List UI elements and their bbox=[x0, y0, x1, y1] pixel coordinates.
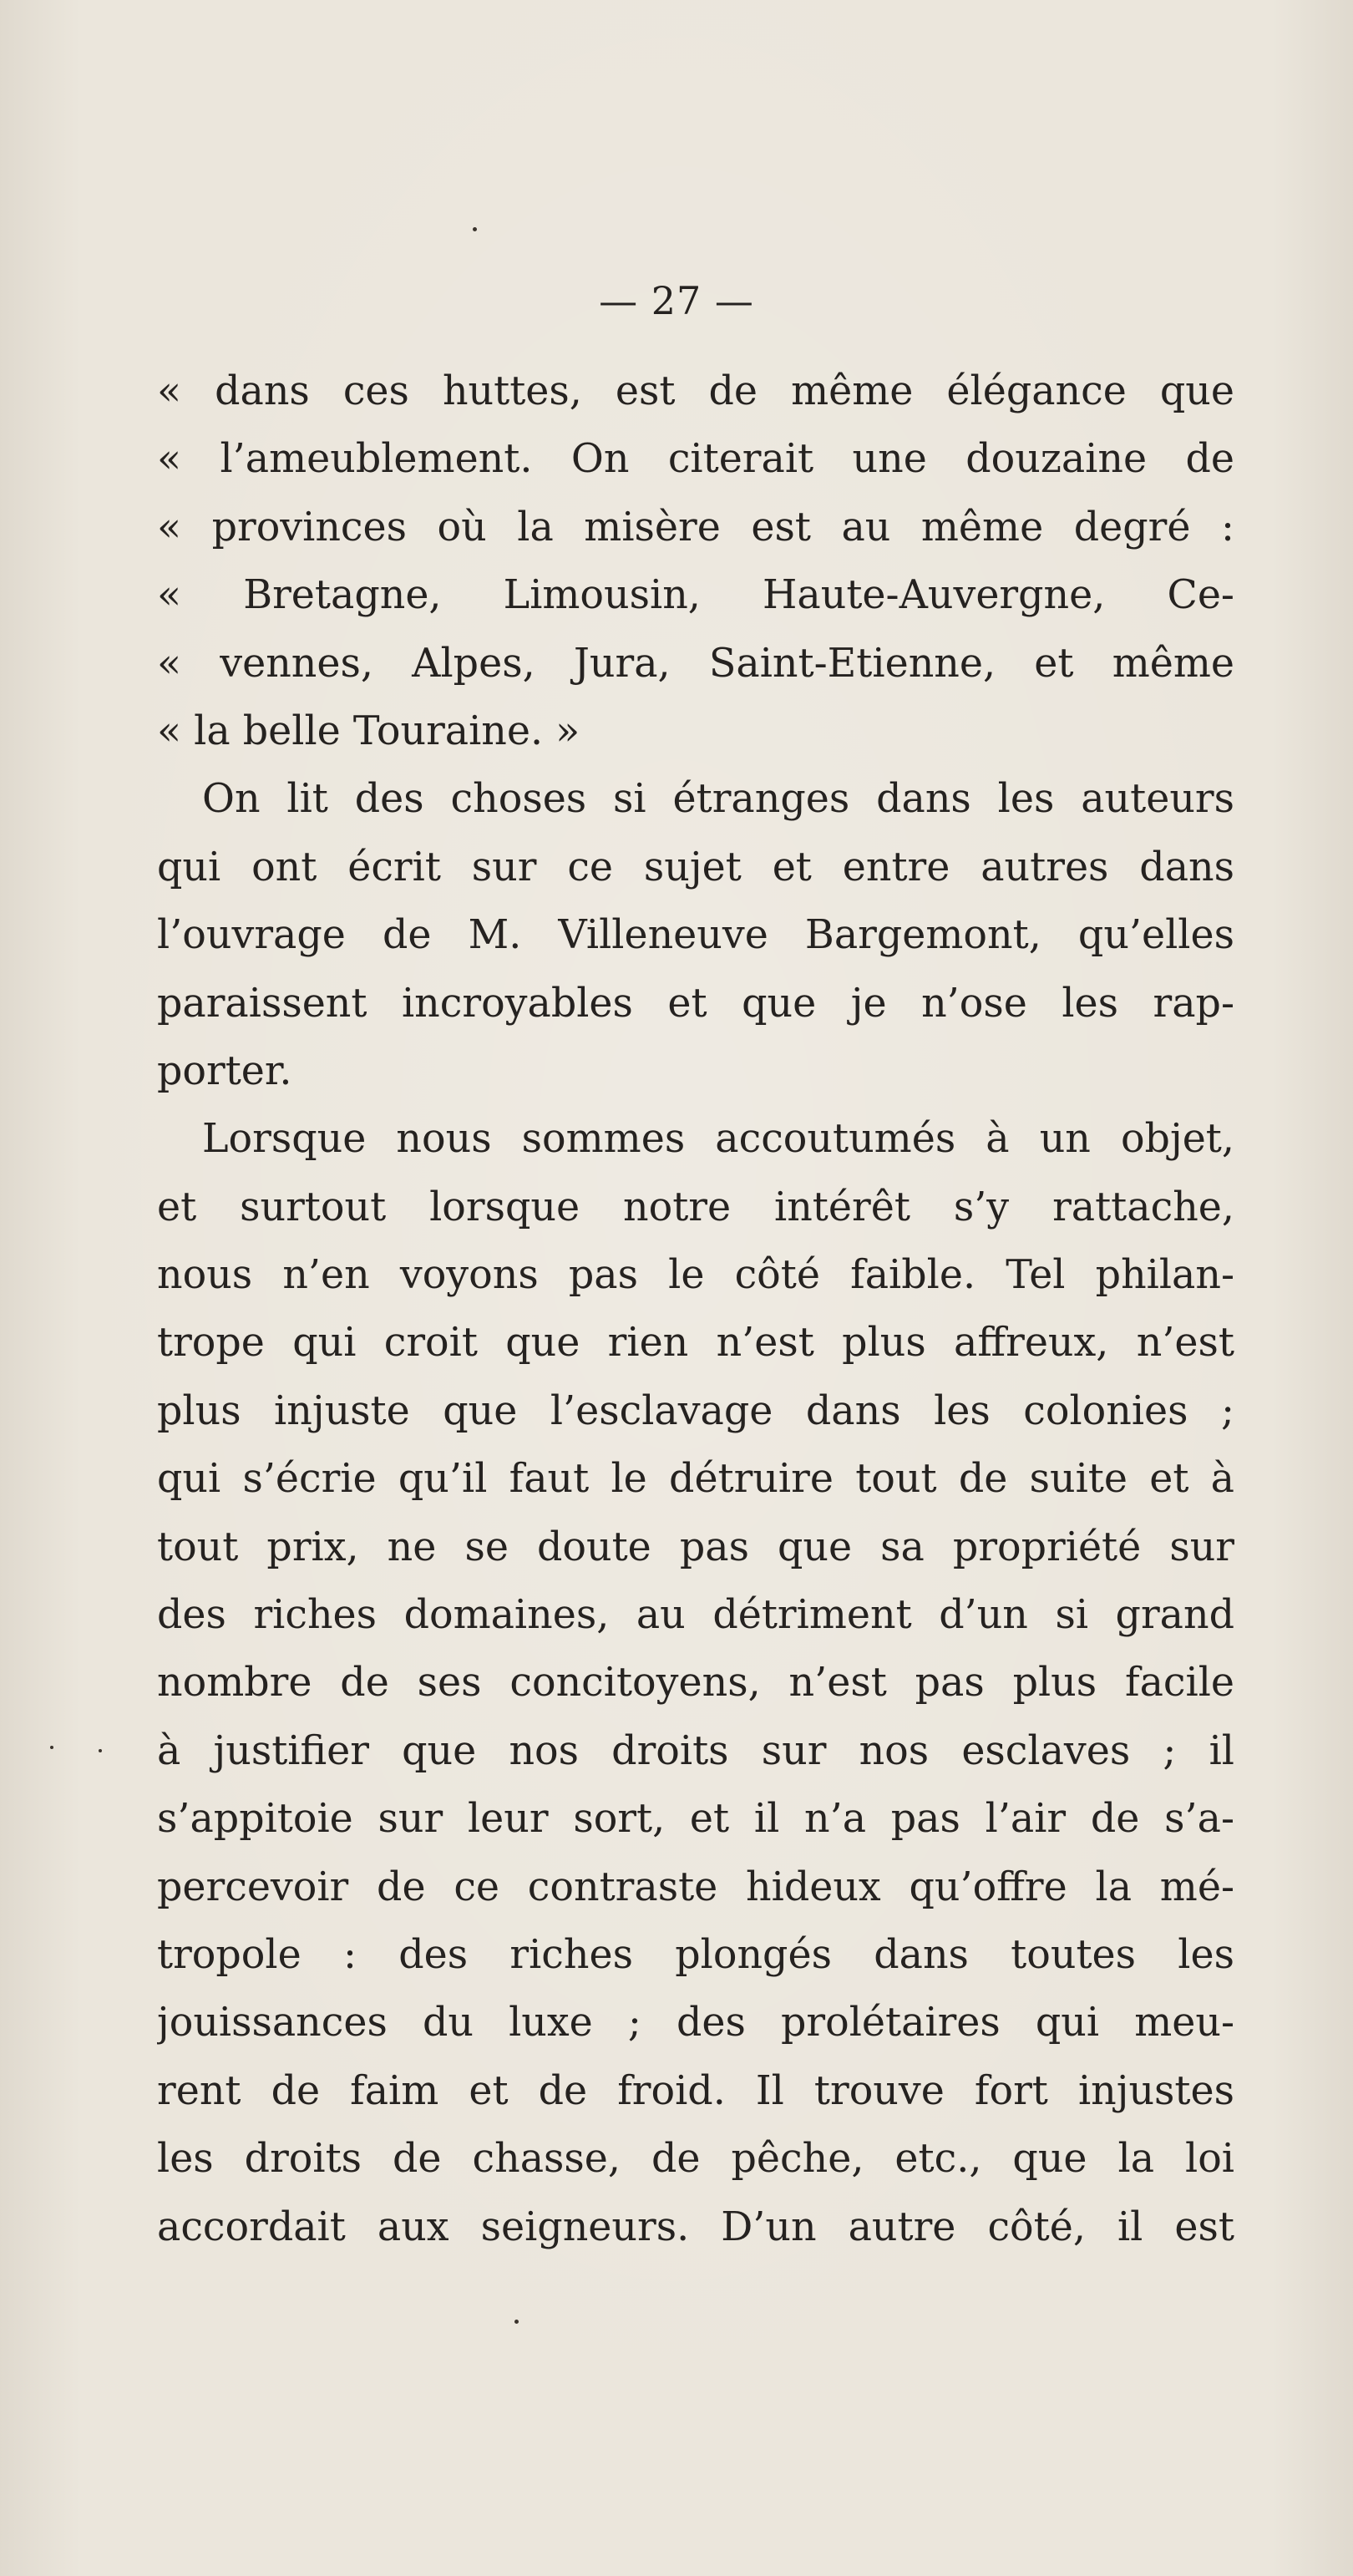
text-line: « dans ces huttes, est de même élégance que bbox=[157, 368, 1234, 414]
text-line: percevoir de ce contraste hideux qu’offre la mé- bbox=[157, 1864, 1234, 1910]
text-line: accordait aux seigneurs. D’un autre côté, il est bbox=[157, 2203, 1234, 2250]
text-line: l’ouvrage de M. Villeneuve Bargemont, qu’elles bbox=[157, 912, 1234, 959]
text-line: les droits de chasse, de pêche, etc., que la loi bbox=[157, 2136, 1234, 2183]
body-text bbox=[157, 357, 1234, 2261]
speck-mark bbox=[99, 1749, 102, 1752]
text-line: paraissent incroyables et que je n’ose les rap- bbox=[157, 980, 1234, 1027]
text-line: rent de faim et de froid. Il trouve fort injustes bbox=[157, 2067, 1234, 2114]
page-number: — 27 — bbox=[599, 278, 754, 323]
text-line: « Bretagne, Limousin, Haute-Auvergne, Ce- bbox=[157, 572, 1234, 619]
text-line: trope qui croit que rien n’est plus affreux, n’est bbox=[157, 1320, 1234, 1367]
text-line: qui ont écrit sur ce sujet et entre autres dans bbox=[157, 844, 1234, 890]
text-line: tropole : des riches plongés dans toutes les bbox=[157, 1931, 1234, 1978]
text-line: Lorsque nous sommes accoutumés à un objet, bbox=[202, 1116, 1234, 1163]
text-line: s’appitoie sur leur sort, et il n’a pas l’air de s’a- bbox=[157, 1796, 1234, 1843]
speck-mark bbox=[473, 227, 477, 231]
text-line: jouissances du luxe ; des prolétaires qui meu- bbox=[157, 2000, 1234, 2046]
text-line: « provinces où la misère est au même degré : bbox=[157, 504, 1234, 550]
text-line: On lit des choses si étranges dans les auteurs bbox=[202, 776, 1234, 823]
text-line: plus injuste que l’esclavage dans les colonies ; bbox=[157, 1387, 1234, 1434]
text-line: nombre de ses concitoyens, n’est pas plus facile bbox=[157, 1660, 1234, 1706]
text-line: nous n’en voyons pas le côté faible. Tel philan- bbox=[157, 1252, 1234, 1299]
text-line: et surtout lorsque notre intérêt s’y rattache, bbox=[157, 1184, 1234, 1230]
text-line: qui s’écrie qu’il faut le détruire tout de suite et à bbox=[157, 1456, 1234, 1503]
text-line: porter. bbox=[157, 1047, 292, 1094]
text-line: à justifier que nos droits sur nos esclaves ; il bbox=[157, 1727, 1234, 1774]
text-line: « la belle Touraine. » bbox=[157, 707, 580, 754]
text-line: « l’ameublement. On citerait une douzaine de bbox=[157, 436, 1234, 483]
text-line: des riches domaines, au détriment d’un si grand bbox=[157, 1592, 1234, 1639]
text-line: tout prix, ne se doute pas que sa propriété sur bbox=[157, 1524, 1234, 1570]
speck-mark bbox=[50, 1746, 53, 1749]
speck-mark bbox=[514, 2320, 519, 2324]
text-line: « vennes, Alpes, Jura, Saint-Etienne, et même bbox=[157, 640, 1234, 687]
